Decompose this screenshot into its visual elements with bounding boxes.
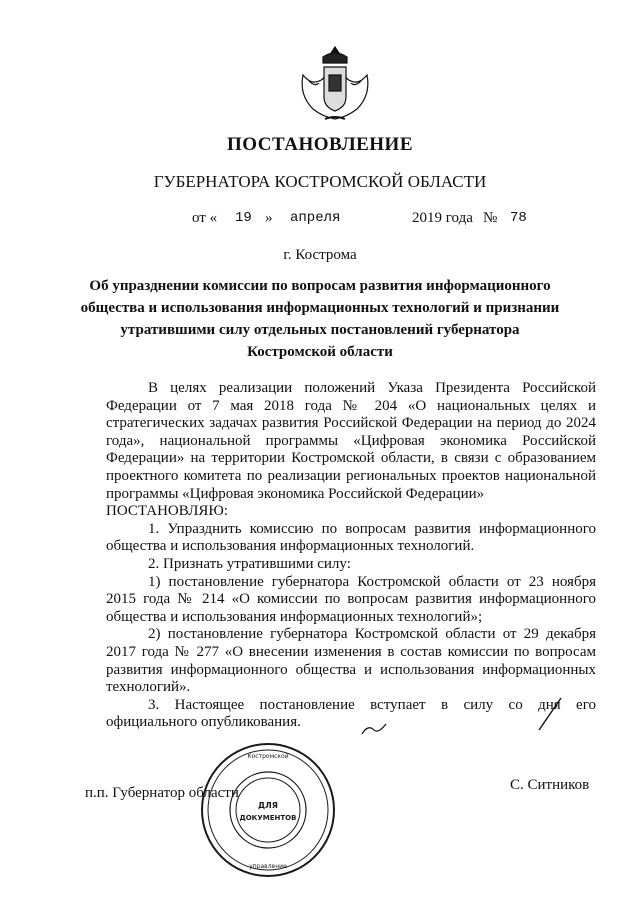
document-type-title: ПОСТАНОВЛЕНИЕ <box>226 134 414 155</box>
issuer-title: ГУБЕРНАТОРА КОСТРОМСКОЙ ОБЛАСТИ <box>153 172 487 191</box>
item-2-1-paragraph: 1) постановление губернатора Костромской области от 23 ноября 2015 года № 214 «О комиссии по вопросам развития информационного общества и использования информационных технологий»; <box>106 573 596 625</box>
date-day: 19 <box>235 210 252 226</box>
stamp-text-1: ДЛЯ <box>258 801 278 810</box>
date-prefix: от « <box>192 210 218 226</box>
decree-word: ПОСТАНОВЛЯЮ: <box>106 503 228 520</box>
item-2-2-paragraph: 2) постановление губернатора Костромской области от 29 декабря 2017 года № 277 «О внесении изменения в состав комиссии по вопросам развития информационного общества и использования информационных технологий». <box>106 626 596 696</box>
stamp-text-2: ДОКУМЕНТОВ <box>239 814 297 822</box>
signature-stroke-icon <box>535 696 565 732</box>
coat-of-arms-icon <box>295 45 375 125</box>
svg-text:управление: управление <box>249 863 287 870</box>
signature-mark-icon <box>360 722 390 738</box>
item-2-paragraph: 2. Признать утратившими силу: <box>148 555 351 572</box>
city-line: г. Кострома <box>283 247 357 263</box>
subject-line: Костромской области <box>247 344 393 360</box>
official-stamp-icon <box>198 740 338 880</box>
subject-line: Об упразднении комиссии по вопросам развития информационного <box>89 278 551 294</box>
date-mid: » <box>265 210 273 226</box>
item-1-paragraph: 1. Упразднить комиссию по вопросам развития информационного общества и использования информационных технологий. <box>106 520 596 555</box>
svg-text:Костромской: Костромской <box>247 753 289 760</box>
document-number: 78 <box>510 210 527 226</box>
signatory-position: п.п. Губернатор области <box>85 785 239 801</box>
subject-line: утратившими силу отдельных постановлений губернатора <box>120 322 520 338</box>
body-text <box>106 380 596 732</box>
preamble-paragraph: В целях реализации положений Указа Президента Российской Федерации от 7 мая 2018 года № 204 «О национальных целях и стратегических задачах развития Российской Федерации на период до 2024 года», национальной программы «Цифровая экономика Российской Федерации» на территории Костромской области, в связи с образованием проектного комитета по реализации региональных проектов национальной программы «Цифровая экономика Российской Федерации» <box>106 380 596 502</box>
subject-block <box>0 275 640 363</box>
subject-line: общества и использования информационных технологий и признании <box>80 300 560 316</box>
date-year: 2019 года <box>412 210 473 226</box>
signatory-name: С. Ситников <box>510 777 590 793</box>
item-3-paragraph: 3. Настоящее постановление вступает в силу со дня его официального опубликования. <box>106 696 596 731</box>
date-month: апреля <box>290 210 341 226</box>
number-sign: № <box>483 210 498 226</box>
